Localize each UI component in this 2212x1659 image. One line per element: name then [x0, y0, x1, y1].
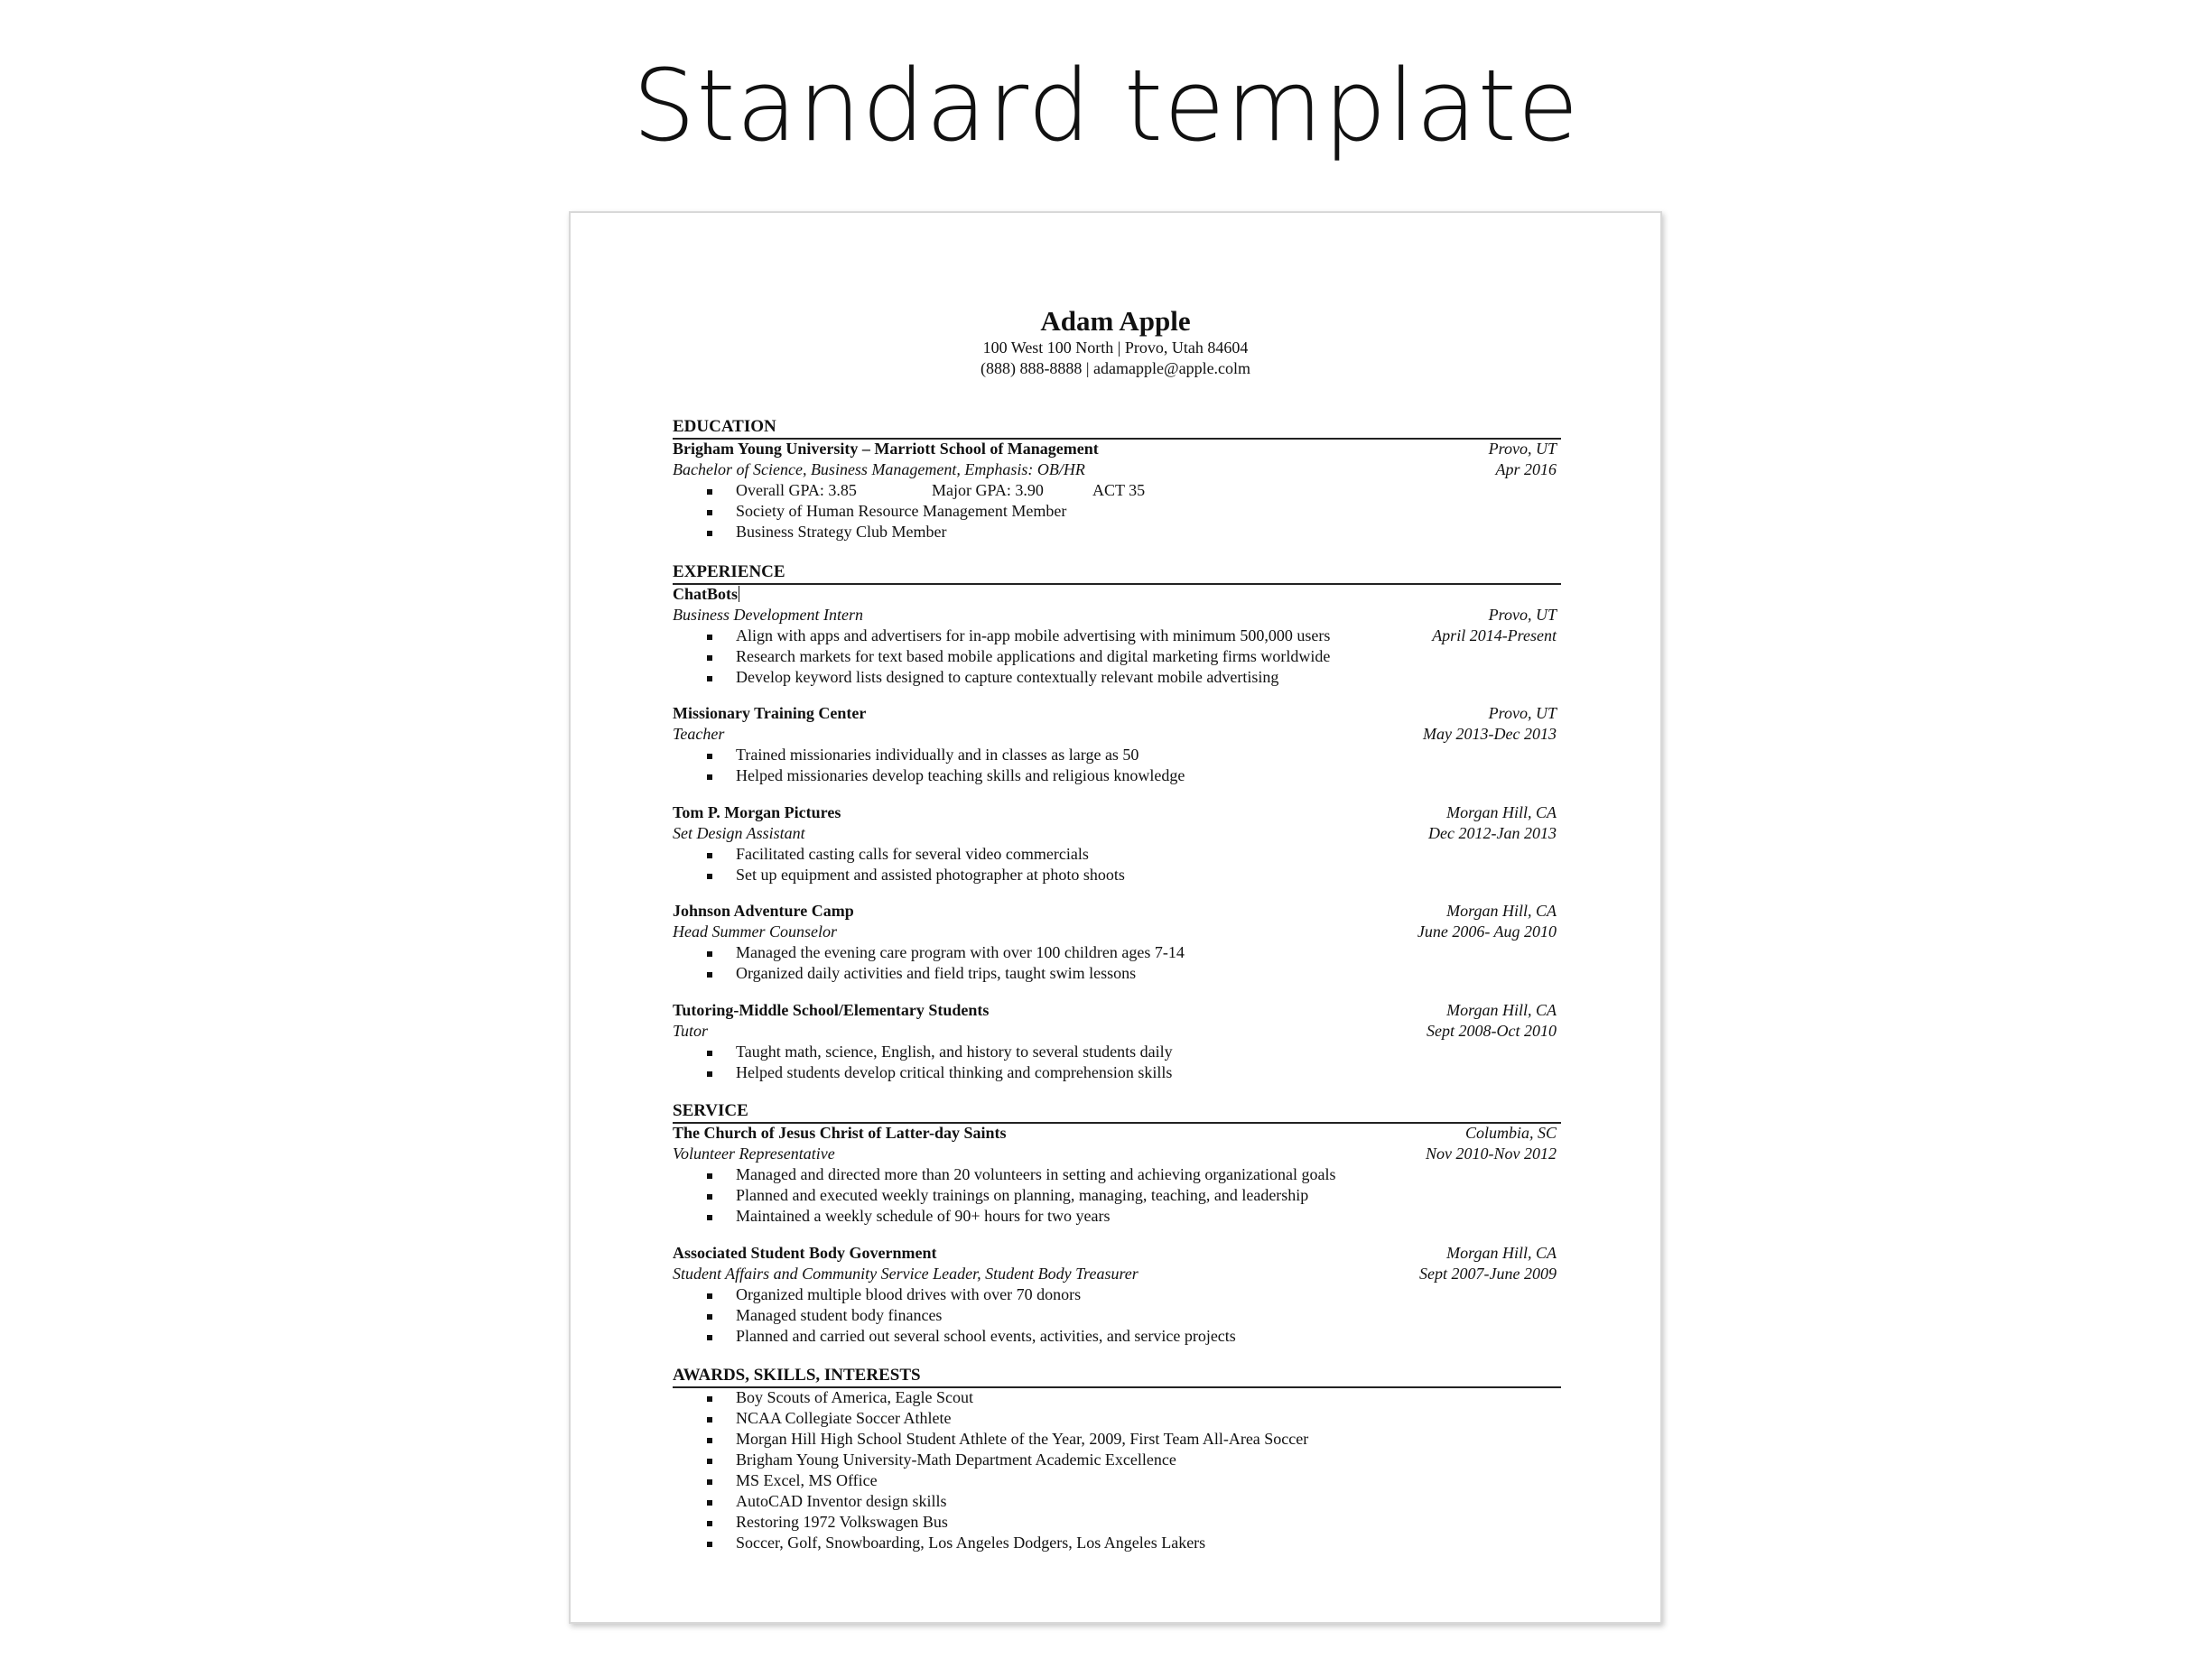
entry-date: Nov 2010-Nov 2012	[1426, 1145, 1557, 1163]
bullet-icon	[707, 531, 712, 536]
entry-role: Head Summer Counselor	[673, 922, 837, 941]
entry-org: The Church of Jesus Christ of Latter-day Saints	[673, 1124, 1007, 1142]
entry-role: Business Development Intern	[673, 606, 863, 624]
bullet-icon	[707, 1417, 712, 1423]
bullet-icon	[707, 1438, 712, 1443]
entry-org: Brigham Young University – Marriott School of Management	[673, 440, 1099, 458]
entry-location: Provo, UT	[1488, 704, 1557, 722]
bullet-text: NCAA Collegiate Soccer Athlete	[736, 1409, 952, 1427]
bullet-text: Helped students develop critical thinking and comprehension skills	[736, 1063, 1173, 1081]
entry-org: Tutoring-Middle School/Elementary Students	[673, 1001, 990, 1019]
bullet-icon	[707, 774, 712, 780]
bullet-text: Research markets for text based mobile applications and digital marketing firms worldwide	[736, 647, 1331, 665]
bullet-icon	[707, 1173, 712, 1179]
bullet-icon	[707, 754, 712, 759]
bullet-icon	[707, 1293, 712, 1299]
bullet-text: Facilitated casting calls for several video commercials	[736, 845, 1089, 863]
entry-org: Tom P. Morgan Pictures	[673, 803, 841, 821]
resume-contact: (888) 888-8888 | adamapple@apple.colm	[980, 359, 1251, 377]
resume-page	[569, 211, 1662, 1624]
bullet-icon	[707, 1051, 712, 1056]
bullet-text: Organized daily activities and field trips, taught swim lessons	[736, 964, 1137, 982]
bullet-text: Trained missionaries individually and in classes as large as 50	[736, 746, 1139, 764]
bullet-text: Restoring 1972 Volkswagen Bus	[736, 1513, 948, 1531]
bullet-icon	[707, 972, 712, 978]
bullet-text: Taught math, science, English, and history to several students daily	[736, 1043, 1173, 1061]
bullet-icon	[707, 1500, 712, 1506]
bullet-icon	[707, 1194, 712, 1200]
bullet-text: Set up equipment and assisted photographer at photo shoots	[736, 866, 1125, 884]
bullet-text: Maintained a weekly schedule of 90+ hours for two years	[736, 1207, 1111, 1225]
entry-role: Bachelor of Science, Business Management, Emphasis: OB/HR	[673, 460, 1085, 478]
bullet-icon	[707, 1459, 712, 1464]
bullet-icon	[707, 874, 712, 879]
bullet-icon	[707, 951, 712, 957]
gpa-text: Overall GPA: 3.85	[736, 481, 857, 499]
bullet-icon	[707, 1335, 712, 1340]
bullet-icon	[707, 1215, 712, 1220]
entry-role: Student Affairs and Community Service Leader, Student Body Treasurer	[673, 1265, 1139, 1283]
bullet-text: Develop keyword lists designed to capture contextually relevant mobile advertising	[736, 668, 1279, 686]
bullet-icon	[707, 1314, 712, 1320]
bullet-icon	[707, 1521, 712, 1526]
bullet-text: Brigham Young University-Math Department Academic Excellence	[736, 1450, 1176, 1469]
bullet-text: Managed the evening care program with over 100 children ages 7-14	[736, 943, 1185, 961]
bullet-text: Organized multiple blood drives with over 70 donors	[736, 1285, 1082, 1303]
entry-date: April 2014-Present	[1432, 626, 1557, 644]
resume-address: 100 West 100 North | Provo, Utah 84604	[982, 338, 1249, 357]
bullet-icon	[707, 510, 712, 515]
act-text: ACT 35	[1092, 481, 1146, 499]
entry-org: ChatBots	[673, 585, 739, 603]
slide-title: Standard template	[632, 48, 1580, 163]
entry-location: Columbia, SC	[1464, 1124, 1557, 1142]
bullet-text: Planned and executed weekly trainings on planning, managing, teaching, and leadership	[736, 1186, 1309, 1204]
bullet-text: MS Excel, MS Office	[736, 1471, 878, 1489]
entry-date: Sept 2008-Oct 2010	[1427, 1022, 1557, 1040]
entry-location: Morgan Hill, CA	[1446, 1244, 1557, 1262]
entry-date: May 2013-Dec 2013	[1423, 725, 1557, 743]
bullet-text: Managed and directed more than 20 volunteers in setting and achieving organizational goals	[736, 1165, 1336, 1183]
bullet-text: Business Strategy Club Member	[736, 523, 947, 541]
bullet-icon	[707, 1396, 712, 1402]
bullet-text: Morgan Hill High School Student Athlete of the Year, 2009, First Team All-Area Soccer	[736, 1430, 1309, 1448]
entry-org: Johnson Adventure Camp	[673, 902, 854, 920]
bullet-text: Align with apps and advertisers for in-app mobile advertising with minimum 500,000 users	[736, 626, 1331, 644]
bullet-icon	[707, 489, 712, 495]
entry-role: Tutor	[673, 1022, 709, 1040]
entry-location: Morgan Hill, CA	[1446, 803, 1557, 821]
entry-date: Dec 2012-Jan 2013	[1428, 824, 1557, 842]
bullet-text: Helped missionaries develop teaching skills and religious knowledge	[736, 766, 1185, 784]
entry-org: Missionary Training Center	[673, 704, 867, 722]
entry-org: Associated Student Body Government	[673, 1244, 937, 1262]
bullet-icon	[707, 1479, 712, 1485]
resume-name: Adam Apple	[1040, 305, 1191, 337]
major-gpa-text: Major GPA: 3.90	[932, 481, 1044, 499]
entry-date: Sept 2007-June 2009	[1419, 1265, 1557, 1283]
entry-role: Set Design Assistant	[673, 824, 805, 842]
bullet-icon	[707, 635, 712, 640]
bullet-icon	[707, 853, 712, 858]
bullet-text: Society of Human Resource Management Member	[736, 502, 1067, 520]
entry-location: Provo, UT	[1488, 606, 1557, 624]
bullet-text: Managed student body finances	[736, 1306, 943, 1324]
entry-date: June 2006- Aug 2010	[1417, 922, 1557, 941]
awards-header: AWARDS, SKILLS, INTERESTS	[673, 1366, 921, 1385]
service-header: SERVICE	[673, 1101, 748, 1120]
entry-location: Morgan Hill, CA	[1446, 1001, 1557, 1019]
education-header: EDUCATION	[673, 417, 776, 436]
bullet-text: AutoCAD Inventor design skills	[736, 1492, 947, 1510]
bullet-text: Boy Scouts of America, Eagle Scout	[736, 1388, 973, 1406]
entry-date: Apr 2016	[1495, 460, 1557, 478]
bullet-icon	[707, 655, 712, 661]
bullet-icon	[707, 1542, 712, 1547]
bullet-icon	[707, 676, 712, 681]
entry-role: Teacher	[673, 725, 725, 743]
entry-location: Morgan Hill, CA	[1446, 902, 1557, 920]
entry-role: Volunteer Representative	[673, 1145, 835, 1163]
bullet-text: Planned and carried out several school events, activities, and service projects	[736, 1327, 1236, 1345]
experience-rule	[673, 583, 1561, 585]
experience-header: EXPERIENCE	[673, 562, 785, 581]
bullet-icon	[707, 1071, 712, 1077]
bullet-text: Soccer, Golf, Snowboarding, Los Angeles Dodgers, Los Angeles Lakers	[736, 1534, 1206, 1552]
entry-location: Provo, UT	[1488, 440, 1557, 458]
